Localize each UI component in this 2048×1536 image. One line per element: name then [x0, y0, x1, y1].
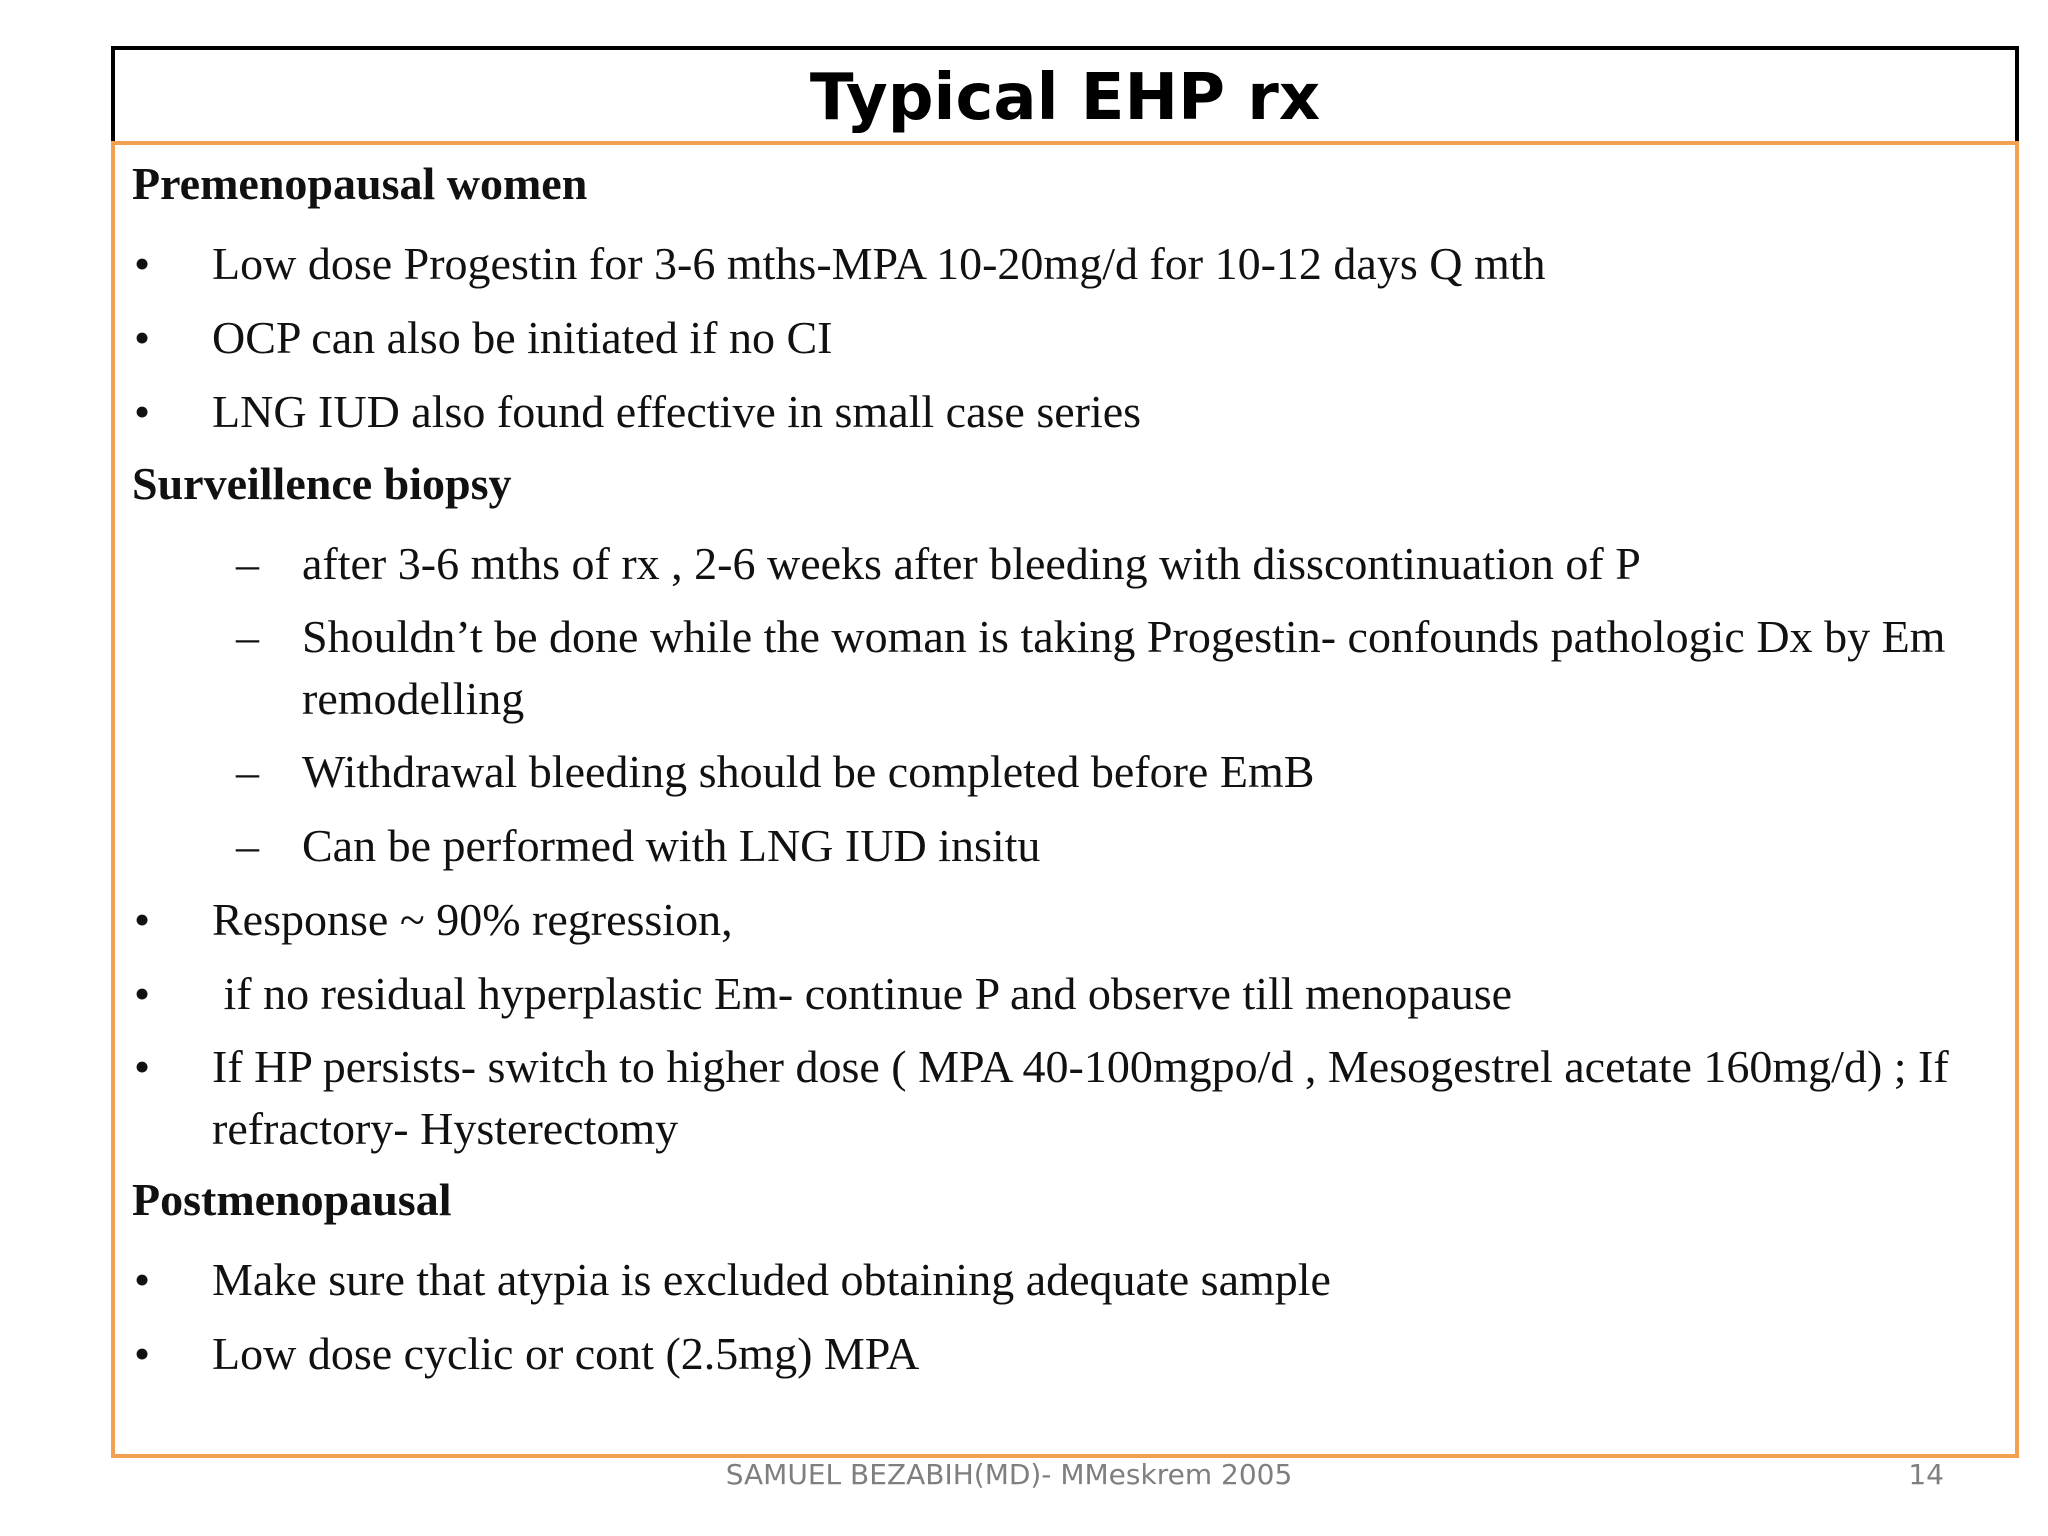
list-item-text: Can be performed with LNG IUD insitu [302, 820, 1041, 871]
list-item [132, 1248, 1972, 1312]
list-item-text: If HP persists- switch to higher dose ( MPA 40-100mgpo/d , Mesogestrel acetate 160mg/d) ; If refractory- Hysterectomy [212, 1041, 1949, 1154]
bullet-marker: • [134, 386, 151, 437]
list-item [132, 814, 1972, 878]
list-item [132, 606, 1972, 730]
slide-body [132, 158, 1972, 1396]
bullet-marker: • [134, 894, 151, 945]
list-item-text: Low dose Progestin for 3-6 mths-MPA 10-20mg/d for 10-12 days Q mth [212, 238, 1546, 289]
bullet-marker: • [134, 1328, 151, 1379]
bullet-marker: • [134, 312, 151, 363]
dash-marker: – [236, 746, 259, 797]
list-item [132, 962, 1972, 1026]
list-item-text: Make sure that atypia is excluded obtaining adequate sample [212, 1254, 1331, 1305]
section-heading-postmenopausal: Postmenopausal [132, 1174, 452, 1225]
bullet-marker: • [134, 1041, 151, 1092]
list-item-text: Withdrawal bleeding should be completed before EmB [302, 746, 1315, 797]
section-heading-premenopausal: Premenopausal women [132, 158, 588, 209]
list-item [132, 888, 1972, 952]
list-item [132, 1036, 1972, 1160]
dash-marker: – [236, 820, 259, 871]
list-item [132, 1322, 1972, 1386]
list-item [132, 232, 1972, 296]
list-item [132, 740, 1972, 804]
dash-marker: – [236, 538, 259, 589]
dash-marker: – [236, 611, 259, 662]
bullet-marker: • [134, 968, 151, 1019]
list-item-text: Response ~ 90% regression, [212, 894, 733, 945]
list-item-text: Low dose cyclic or cont (2.5mg) MPA [212, 1328, 920, 1379]
page-number: 14 [1908, 1458, 1944, 1491]
list-item-text: if no residual hyperplastic Em- continue P and observe till menopause [212, 968, 1513, 1019]
list-item [132, 380, 1972, 444]
section-heading-surveillence-biopsy: Surveillence biopsy [132, 458, 512, 509]
footer-author: SAMUEL BEZABIH(MD)- MMeskrem 2005 [725, 1458, 1293, 1491]
slide-title: Typical EHP rx [809, 61, 1321, 135]
list-item [132, 532, 1972, 596]
title-box [111, 46, 2019, 144]
bullet-marker: • [134, 1254, 151, 1305]
list-item-text: Shouldn’t be done while the woman is taking Progestin- confounds pathologic Dx by Em remodelling [302, 611, 1946, 724]
list-item [132, 306, 1972, 370]
list-item-text: after 3-6 mths of rx , 2-6 weeks after bleeding with disscontinuation of P [302, 538, 1641, 589]
bullet-marker: • [134, 238, 151, 289]
list-item-text: LNG IUD also found effective in small case series [212, 386, 1142, 437]
list-item-text: OCP can also be initiated if no CI [212, 312, 833, 363]
